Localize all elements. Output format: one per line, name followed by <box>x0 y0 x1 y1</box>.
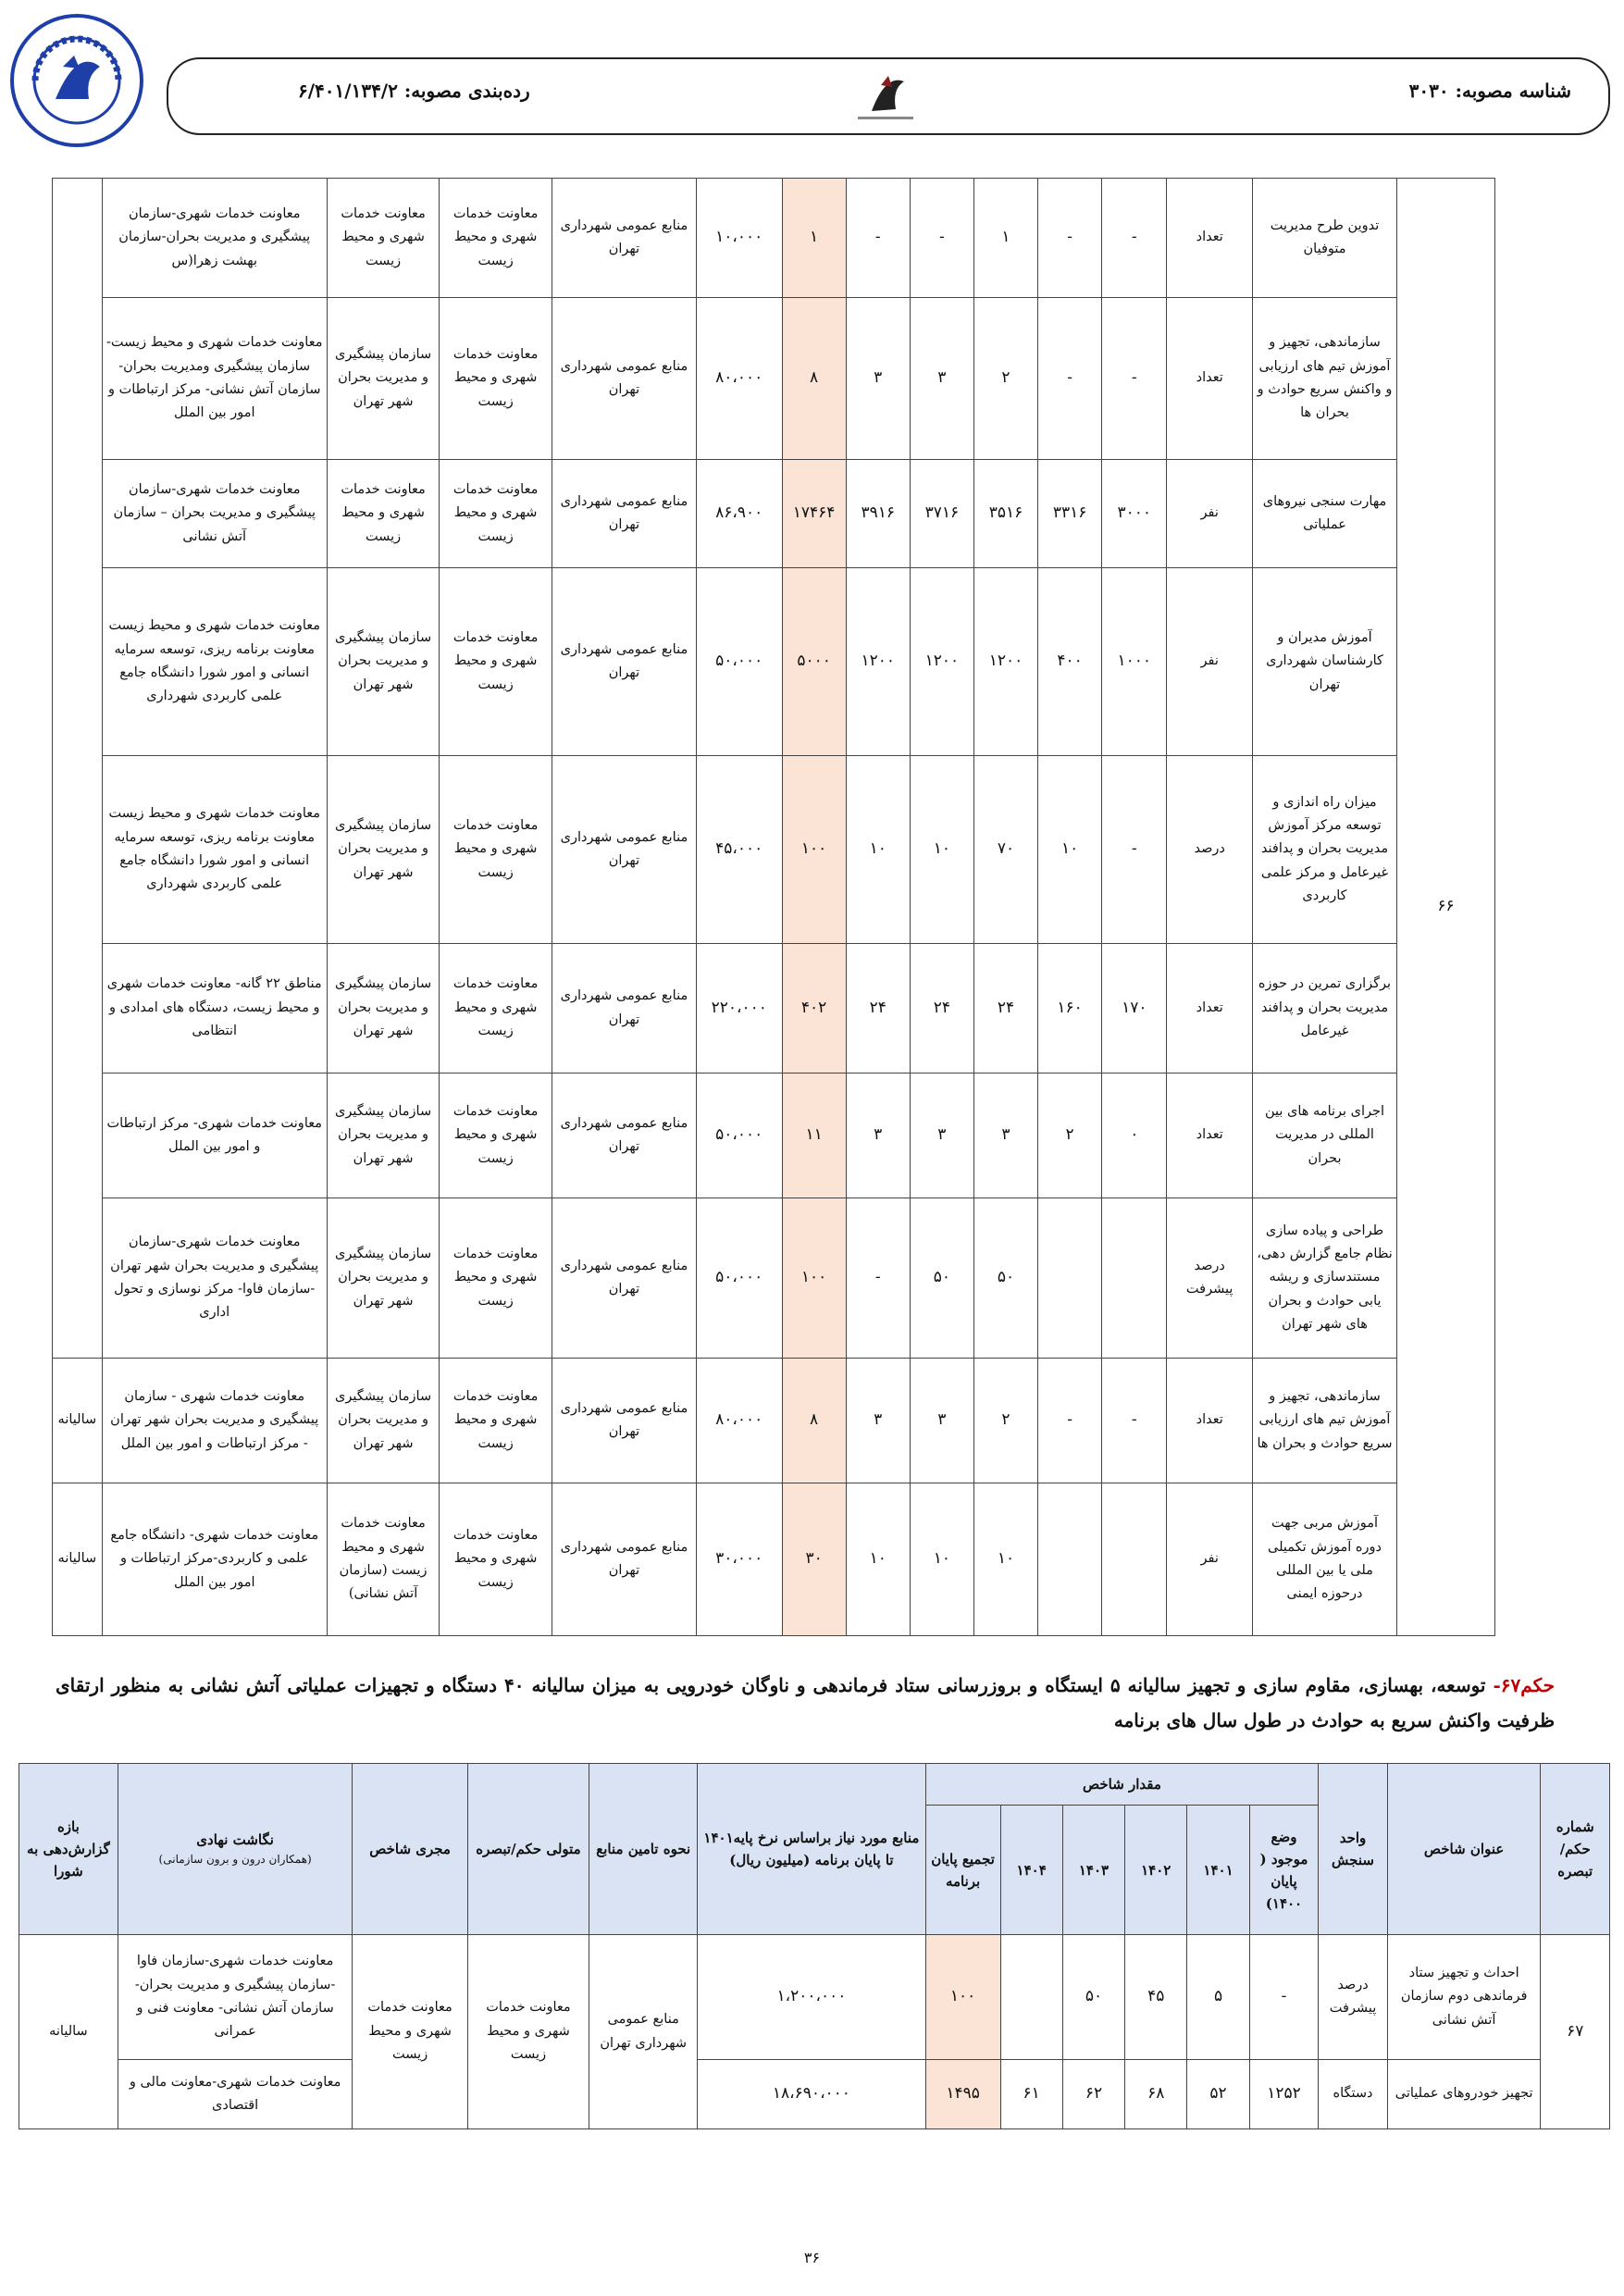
unit: نفر <box>1167 460 1253 568</box>
header-report-period: بازه گزارش‌دهی به شورا <box>19 1764 118 1935</box>
value-1402: ۲ <box>973 298 1037 460</box>
value-1403: ۱۰ <box>910 756 973 944</box>
custodian: معاونت خدمات شهری و محیط زیست <box>440 756 552 944</box>
executor: معاونت خدمات شهری و محیط زیست <box>353 1935 467 2129</box>
header-1404: ۱۴۰۴ <box>1000 1806 1062 1935</box>
institutional-mapping: معاونت خدمات شهری - سازمان پیشگیری و مدیریت بحران شهر تهران - مرکز ارتباطات و امور بین الملل <box>102 1359 327 1483</box>
custodian: معاونت خدمات شهری و محیط زیست <box>440 1198 552 1359</box>
page-number: ۳۶ <box>803 2249 821 2266</box>
institutional-mapping: معاونت خدمات شهری- مرکز ارتباطات و امور بین الملل <box>102 1074 327 1198</box>
report-period: سالیانه <box>19 1935 118 2129</box>
indicator-title: میزان راه اندازی و توسعه مرکز آموزش مدیریت بحران و پدافند غیرعامل و مرکز علمی کاربردی <box>1252 756 1396 944</box>
funding-source: منابع عمومی شهرداری تهران <box>552 568 696 756</box>
header-unit: واحد سنجش <box>1319 1764 1388 1935</box>
header-1403: ۱۴۰۳ <box>1062 1806 1124 1935</box>
value-1402: ۷۰ <box>973 756 1037 944</box>
funding-source: منابع عمومی شهرداری تهران <box>552 1483 696 1636</box>
value-1402: ۴۵ <box>1125 1935 1187 2060</box>
baseline <box>1102 1198 1167 1359</box>
baseline <box>1102 1483 1167 1636</box>
value-1403: ۳ <box>910 1074 973 1198</box>
custodian: معاونت خدمات شهری و محیط زیست <box>440 298 552 460</box>
program-total: ۱۰۰ <box>782 756 846 944</box>
executor: سازمان پیشگیری و مدیریت بحران شهر تهران <box>327 1359 440 1483</box>
council-logo <box>835 65 936 130</box>
value-1402: ۵۰ <box>973 1198 1037 1359</box>
unit: درصد <box>1167 756 1253 944</box>
value-1401: ۳۳۱۶ <box>1038 460 1102 568</box>
value-1401: ۲ <box>1038 1074 1102 1198</box>
value-1403: ۲۴ <box>910 944 973 1074</box>
executor: معاونت خدمات شهری و محیط زیست <box>327 179 440 298</box>
budget: ۸۶،۹۰۰ <box>696 460 782 568</box>
budget: ۵۰،۰۰۰ <box>696 1074 782 1198</box>
table-row <box>53 1074 1495 1198</box>
program-total: ۱ <box>782 179 846 298</box>
program-total: ۱۰۰ <box>925 1935 1000 2060</box>
unit: تعداد <box>1167 944 1253 1074</box>
institutional-mapping: معاونت خدمات شهری-معاونت مالی و اقتصادی <box>118 2060 353 2129</box>
executor: معاونت خدمات شهری و محیط زیست (سازمان آتش نشانی) <box>327 1483 440 1636</box>
value-1401: ۱۶۰ <box>1038 944 1102 1074</box>
executor: معاونت خدمات شهری و محیط زیست <box>327 460 440 568</box>
funding-source: منابع عمومی شهرداری تهران <box>552 1359 696 1483</box>
header-mapping-sub: (همکاران درون و برون سازمانی) <box>158 1853 312 1867</box>
table-row <box>53 1483 1495 1636</box>
indicator-title: احداث و تجهیز ستاد فرماندهی دوم سازمان آتش نشانی <box>1387 1935 1541 2060</box>
report-period: سالیانه <box>53 1483 103 1636</box>
indicator-title: تدوین طرح مدیریت متوفیان <box>1252 179 1396 298</box>
header-1401: ۱۴۰۱ <box>1187 1806 1249 1935</box>
table-row <box>19 1935 1610 2060</box>
value-1404: - <box>846 179 910 298</box>
seal-emblem-icon <box>7 11 146 150</box>
header-budget: منابع مورد نیاز براساس نرخ پایه۱۴۰۱ تا پایان برنامه (میلیون ریال) <box>698 1764 925 1935</box>
value-1402: ۱ <box>973 179 1037 298</box>
program-total: ۱۱ <box>782 1074 846 1198</box>
header-baseline: وضع موجود ( پایان ۱۴۰۰) <box>1249 1806 1319 1935</box>
baseline: - <box>1249 1935 1319 2060</box>
budget: ۸۰،۰۰۰ <box>696 1359 782 1483</box>
value-1403: ۶۲ <box>1062 2060 1124 2129</box>
rule-67-text: توسعه، بهسازی، مقاوم سازی و تجهیز سالیانه ۵ ایستگاه و بروزرسانی ستاد فرماندهی و ناوگان خودرویی به میزان سالیانه ۴۰ دستگاه و تجهیزات عملیاتی آتش نشانی به منظور ارتقای ظرفیت واکنش سریع به حوادث در طول سال های برنامه <box>56 1674 1555 1731</box>
rule-67-label: حکم۶۷- <box>1493 1674 1555 1696</box>
value-1403: - <box>910 179 973 298</box>
executor: سازمان پیشگیری و مدیریت بحران شهر تهران <box>327 298 440 460</box>
value-1404: ۳ <box>846 1074 910 1198</box>
value-1404: ۲۴ <box>846 944 910 1074</box>
value-1401: ۵ <box>1187 1935 1249 2060</box>
unit: درصد پیشرفت <box>1319 1935 1388 2060</box>
budget: ۲۲۰،۰۰۰ <box>696 944 782 1074</box>
unit: نفر <box>1167 1483 1253 1636</box>
custodian: معاونت خدمات شهری و محیط زیست <box>440 944 552 1074</box>
funding-source: منابع عمومی شهرداری تهران <box>552 298 696 460</box>
resolution-id: شناسه مصوبه: ۳۰۳۰ <box>1408 80 1571 102</box>
budget: ۱۸،۶۹۰،۰۰۰ <box>698 2060 925 2129</box>
executor: سازمان پیشگیری و مدیریت بحران شهر تهران <box>327 1074 440 1198</box>
unit: نفر <box>1167 568 1253 756</box>
institutional-mapping: معاونت خدمات شهری-سازمان پیشگیری و مدیریت بحران شهر تهران -سازمان فاوا- مرکز نوسازی و تحول اداری <box>102 1198 327 1359</box>
budget: ۵۰،۰۰۰ <box>696 1198 782 1359</box>
value-1403: ۵۰ <box>910 1198 973 1359</box>
program-total: ۱۰۰ <box>782 1198 846 1359</box>
funding-source: منابع عمومی شهرداری تهران <box>552 944 696 1074</box>
indicator-title: مهارت سنجی نیروهای عملیاتی <box>1252 460 1396 568</box>
baseline: ۱۲۵۲ <box>1249 2060 1319 2129</box>
custodian: معاونت خدمات شهری و محیط زیست <box>440 179 552 298</box>
executor: سازمان پیشگیری و مدیریت بحران شهر تهران <box>327 756 440 944</box>
value-1404: ۶۱ <box>1000 2060 1062 2129</box>
indicator-title: آموزش مربی جهت دوره آموزش تکمیلی ملی یا بین المللی درحوزه ایمنی <box>1252 1483 1396 1636</box>
value-1402: ۳۵۱۶ <box>973 460 1037 568</box>
value-1404: ۱۰ <box>846 1483 910 1636</box>
budget: ۵۰،۰۰۰ <box>696 568 782 756</box>
baseline: ۱۰۰۰ <box>1102 568 1167 756</box>
indicator-title: اجرای برنامه های بین المللی در مدیریت بحران <box>1252 1074 1396 1198</box>
header-funding: نحوه تامین منابع <box>589 1764 698 1935</box>
unit: تعداد <box>1167 1359 1253 1483</box>
custodian: معاونت خدمات شهری و محیط زیست <box>440 1483 552 1636</box>
council-seal <box>7 11 146 150</box>
value-1401: - <box>1038 298 1102 460</box>
unit: تعداد <box>1167 298 1253 460</box>
custodian: معاونت خدمات شهری و محیط زیست <box>440 1359 552 1483</box>
institutional-mapping: معاونت خدمات شهری-سازمان فاوا -سازمان پیشگیری و مدیریت بحران- سازمان آتش نشانی- معاونت فنی و عمرانی <box>118 1935 353 2060</box>
header-mapping <box>118 1764 353 1935</box>
custodian: معاونت خدمات شهری و محیط زیست <box>440 460 552 568</box>
table-row <box>53 756 1495 944</box>
value-1401: - <box>1038 1359 1102 1483</box>
council-logo-icon <box>835 65 936 130</box>
indicator-title: سازماندهی، تجهیز و آموزش تیم های ارزیابی و واکنش سریع حوادث و بحران ها <box>1252 298 1396 460</box>
value-1402: ۲ <box>973 1359 1037 1483</box>
header-mapping-title: نگاشت نهادی <box>196 1831 274 1849</box>
value-1403: ۵۰ <box>1062 1935 1124 2060</box>
table-row <box>53 1359 1495 1483</box>
custodian: معاونت خدمات شهری و محیط زیست <box>440 568 552 756</box>
value-1402: ۲۴ <box>973 944 1037 1074</box>
value-1404: ۱۰ <box>846 756 910 944</box>
header-executor: مجری شاخص <box>353 1764 467 1935</box>
program-total: ۵۰۰۰ <box>782 568 846 756</box>
program-total: ۱۷۴۶۴ <box>782 460 846 568</box>
table-row <box>53 568 1495 756</box>
baseline: ۰ <box>1102 1074 1167 1198</box>
funding-source: منابع عمومی شهرداری تهران <box>552 179 696 298</box>
baseline: - <box>1102 298 1167 460</box>
institutional-mapping: معاونت خدمات شهری-سازمان پیشگیری و مدیریت بحران – سازمان آتش نشانی <box>102 460 327 568</box>
report-period: سالیانه <box>53 1359 103 1483</box>
rule-number: ۶۶ <box>1397 179 1495 1636</box>
custodian: معاونت خدمات شهری و محیط زیست <box>440 1074 552 1198</box>
rule-number: ۶۷ <box>1541 1935 1610 2129</box>
unit: تعداد <box>1167 1074 1253 1198</box>
value-1404 <box>1000 1935 1062 2060</box>
budget: ۳۰،۰۰۰ <box>696 1483 782 1636</box>
value-1403: ۱۲۰۰ <box>910 568 973 756</box>
program-total: ۸ <box>782 298 846 460</box>
report-period <box>53 179 103 1359</box>
table-row <box>53 1198 1495 1359</box>
header-rule-number: شماره حکم/ تبصره <box>1541 1764 1610 1935</box>
funding-source: منابع عمومی شهرداری تهران <box>552 1074 696 1198</box>
value-1403: ۱۰ <box>910 1483 973 1636</box>
indicator-title: تجهیز خودروهای عملیاتی <box>1387 2060 1541 2129</box>
header-1402: ۱۴۰۲ <box>1125 1806 1187 1935</box>
executor: سازمان پیشگیری و مدیریت بحران شهر تهران <box>327 568 440 756</box>
value-1404: ۱۲۰۰ <box>846 568 910 756</box>
baseline: - <box>1102 1359 1167 1483</box>
program-total: ۴۰۲ <box>782 944 846 1074</box>
program-total: ۸ <box>782 1359 846 1483</box>
rule-67-statement <box>56 1668 1555 1738</box>
program-total: ۱۴۹۵ <box>925 2060 1000 2129</box>
unit: درصد پیشرفت <box>1167 1198 1253 1359</box>
header-indicator: عنوان شاخص <box>1387 1764 1541 1935</box>
table-row <box>53 460 1495 568</box>
value-1401: - <box>1038 179 1102 298</box>
budget: ۸۰،۰۰۰ <box>696 298 782 460</box>
value-1402: ۱۰ <box>973 1483 1037 1636</box>
program-total: ۳۰ <box>782 1483 846 1636</box>
value-1403: ۳ <box>910 298 973 460</box>
value-1404: - <box>846 1198 910 1359</box>
indicator-title: طراحی و پیاده سازی نظام جامع گزارش دهی، مستندسازی و ریشه یابی حوادث و بحران های شهر تهران <box>1252 1198 1396 1359</box>
header-custodian: متولی حکم/تبصره <box>467 1764 589 1935</box>
indicator-title: سازماندهی، تجهیز و آموزش تیم های ارزیابی سریع حوادث و بحران ها <box>1252 1359 1396 1483</box>
budget: ۱،۲۰۰،۰۰۰ <box>698 1935 925 2060</box>
value-1401: ۵۲ <box>1187 2060 1249 2129</box>
budget: ۴۵،۰۰۰ <box>696 756 782 944</box>
value-1402: ۶۸ <box>1125 2060 1187 2129</box>
executor: سازمان پیشگیری و مدیریت بحران شهر تهران <box>327 944 440 1074</box>
value-1401 <box>1038 1483 1102 1636</box>
institutional-mapping: معاونت خدمات شهری و محیط زیست-سازمان پیشگیری ومدیریت بحران- سازمان آتش نشانی- مرکز ارتباطات و امور بین الملل <box>102 298 327 460</box>
rule-66-indicators-table <box>52 178 1495 1636</box>
institutional-mapping: معاونت خدمات شهری و محیط زیست معاونت برنامه ریزی، توسعه سرمایه انسانی و امور شورا دانشگاه جامع علمی کاربردی شهرداری <box>102 756 327 944</box>
baseline: ۳۰۰۰ <box>1102 460 1167 568</box>
value-1404: ۳ <box>846 1359 910 1483</box>
value-1403: ۳ <box>910 1359 973 1483</box>
table-row <box>19 2060 1610 2129</box>
value-1402: ۳ <box>973 1074 1037 1198</box>
baseline: ۱۷۰ <box>1102 944 1167 1074</box>
header-indicator-value: مقدار شاخص <box>925 1764 1319 1806</box>
baseline: - <box>1102 756 1167 944</box>
budget: ۱۰،۰۰۰ <box>696 179 782 298</box>
value-1401 <box>1038 1198 1102 1359</box>
resolution-classification: رده‌بندی مصوبه: ۶/۴۰۱/۱۳۴/۲ <box>298 80 530 102</box>
document-header <box>167 57 1610 135</box>
funding-source: منابع عمومی شهرداری تهران <box>552 460 696 568</box>
funding-source: منابع عمومی شهرداری تهران <box>589 1935 698 2129</box>
header-total: تجمیع پایان برنامه <box>925 1806 1000 1935</box>
executor: سازمان پیشگیری و مدیریت بحران شهر تهران <box>327 1198 440 1359</box>
unit: تعداد <box>1167 179 1253 298</box>
unit: دستگاه <box>1319 2060 1388 2129</box>
table-header-row <box>19 1764 1610 1806</box>
custodian: معاونت خدمات شهری و محیط زیست <box>467 1935 589 2129</box>
table-row <box>53 179 1495 298</box>
table-row <box>53 298 1495 460</box>
funding-source: منابع عمومی شهرداری تهران <box>552 1198 696 1359</box>
institutional-mapping: معاونت خدمات شهری- دانشگاه جامع علمی و کاربردی-مرکز ارتباطات و امور بین الملل <box>102 1483 327 1636</box>
value-1404: ۳ <box>846 298 910 460</box>
baseline: - <box>1102 179 1167 298</box>
table-row <box>53 944 1495 1074</box>
funding-source: منابع عمومی شهرداری تهران <box>552 756 696 944</box>
indicator-title: برگزاری تمرین در حوزه مدیریت بحران و پدافند غیرعامل <box>1252 944 1396 1074</box>
indicator-title: آموزش مدیران و کارشناسان شهرداری تهران <box>1252 568 1396 756</box>
institutional-mapping: مناطق ۲۲ گانه- معاونت خدمات شهری و محیط زیست، دستگاه های امدادی و انتظامی <box>102 944 327 1074</box>
value-1403: ۳۷۱۶ <box>910 460 973 568</box>
rule-67-indicators-table <box>19 1763 1610 2129</box>
value-1404: ۳۹۱۶ <box>846 460 910 568</box>
value-1402: ۱۲۰۰ <box>973 568 1037 756</box>
value-1401: ۴۰۰ <box>1038 568 1102 756</box>
value-1401: ۱۰ <box>1038 756 1102 944</box>
institutional-mapping: معاونت خدمات شهری و محیط زیست معاونت برنامه ریزی، توسعه سرمایه انسانی و امور شورا دانشگاه جامع علمی کاربردی شهرداری <box>102 568 327 756</box>
institutional-mapping: معاونت خدمات شهری-سازمان پیشگیری و مدیریت بحران-سازمان بهشت زهرا(س <box>102 179 327 298</box>
